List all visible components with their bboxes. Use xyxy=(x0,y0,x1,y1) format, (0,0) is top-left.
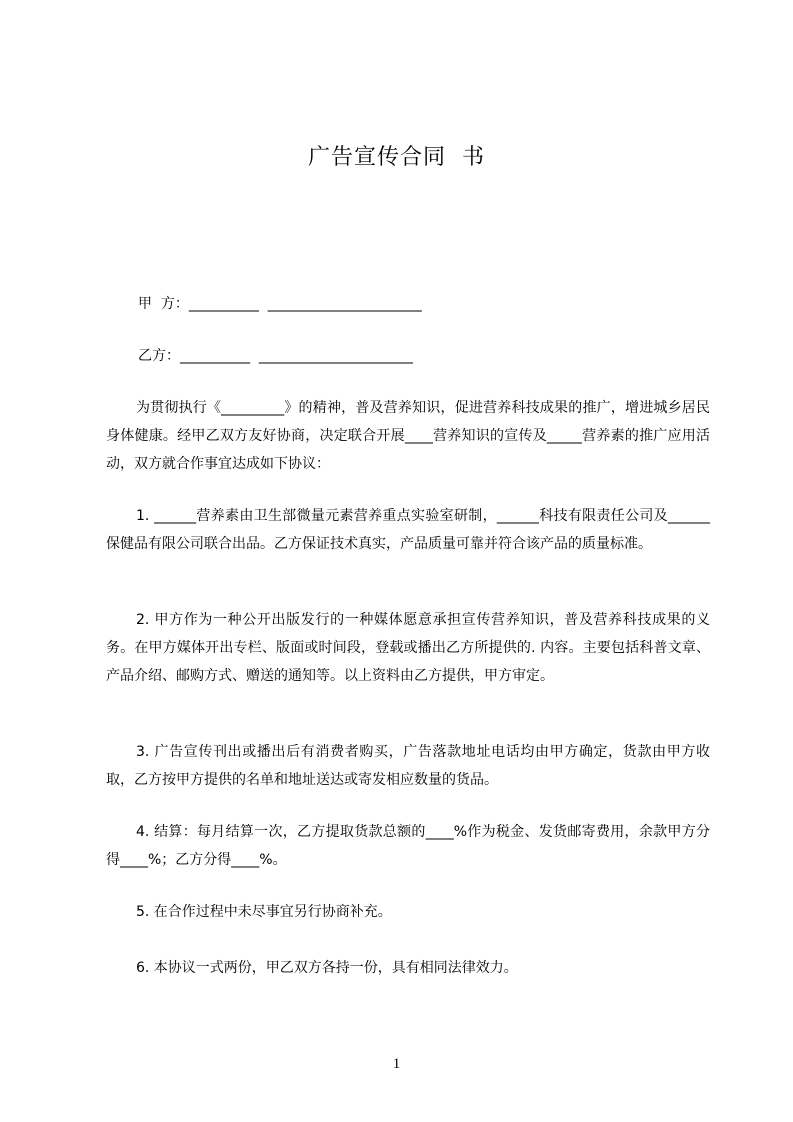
clause-6: 6. 本协议一式两份，甲乙双方各持一份，具有相同法律效力。 xyxy=(136,960,518,976)
clause-5: 5. 在合作过程中未尽事宜另行协商补充。 xyxy=(136,904,392,920)
document-title: 广告宣传合同 书 xyxy=(308,145,485,170)
intro-paragraph: 为贯彻执行《_________》的精神，普及营养知识，促进营养科技成果的推广，增进城乡居民身体健康。经甲乙双方友好协商，决定联合开展____营养知识的宣传及_____营养素的推广应用活动，双方就合作事宜达成如下协议： xyxy=(106,400,710,472)
party-b-line: 乙方：__________ ______________________ xyxy=(138,348,413,364)
clause-2: 2. 甲方作为一种公开出版发行的一种媒体愿意承担宣传营养知识，普及营养科技成果的义务。在甲方媒体开出专栏、版面或时间段，登载或播出乙方所提供的. 内容。主要包括科普文章、产品介绍、邮购方式、赠送的通知等。以上资料由乙方提供，甲方审定。 xyxy=(106,612,710,684)
clause-4: 4. 结算：每月结算一次，乙方提取货款总额的____%作为税金、发货邮寄费用，余款甲方分得____%；乙方分得____%。 xyxy=(106,824,710,868)
party-a-line: 甲 方：__________ ______________________ xyxy=(138,296,422,312)
clause-3: 3. 广告宣传刊出或播出后有消费者购买，广告落款地址电话均由甲方确定，货款由甲方收取，乙方按甲方提供的名单和地址送达或寄发相应数量的货品。 xyxy=(106,744,710,788)
clause-1: 1. ______营养素由卫生部微量元素营养重点实验室研制，______科技有限责任公司及______保健品有限公司联合出品。乙方保证技术真实，产品质量可靠并符合该产品的质量标准。 xyxy=(106,508,710,552)
page-number: 1 xyxy=(392,1056,401,1072)
